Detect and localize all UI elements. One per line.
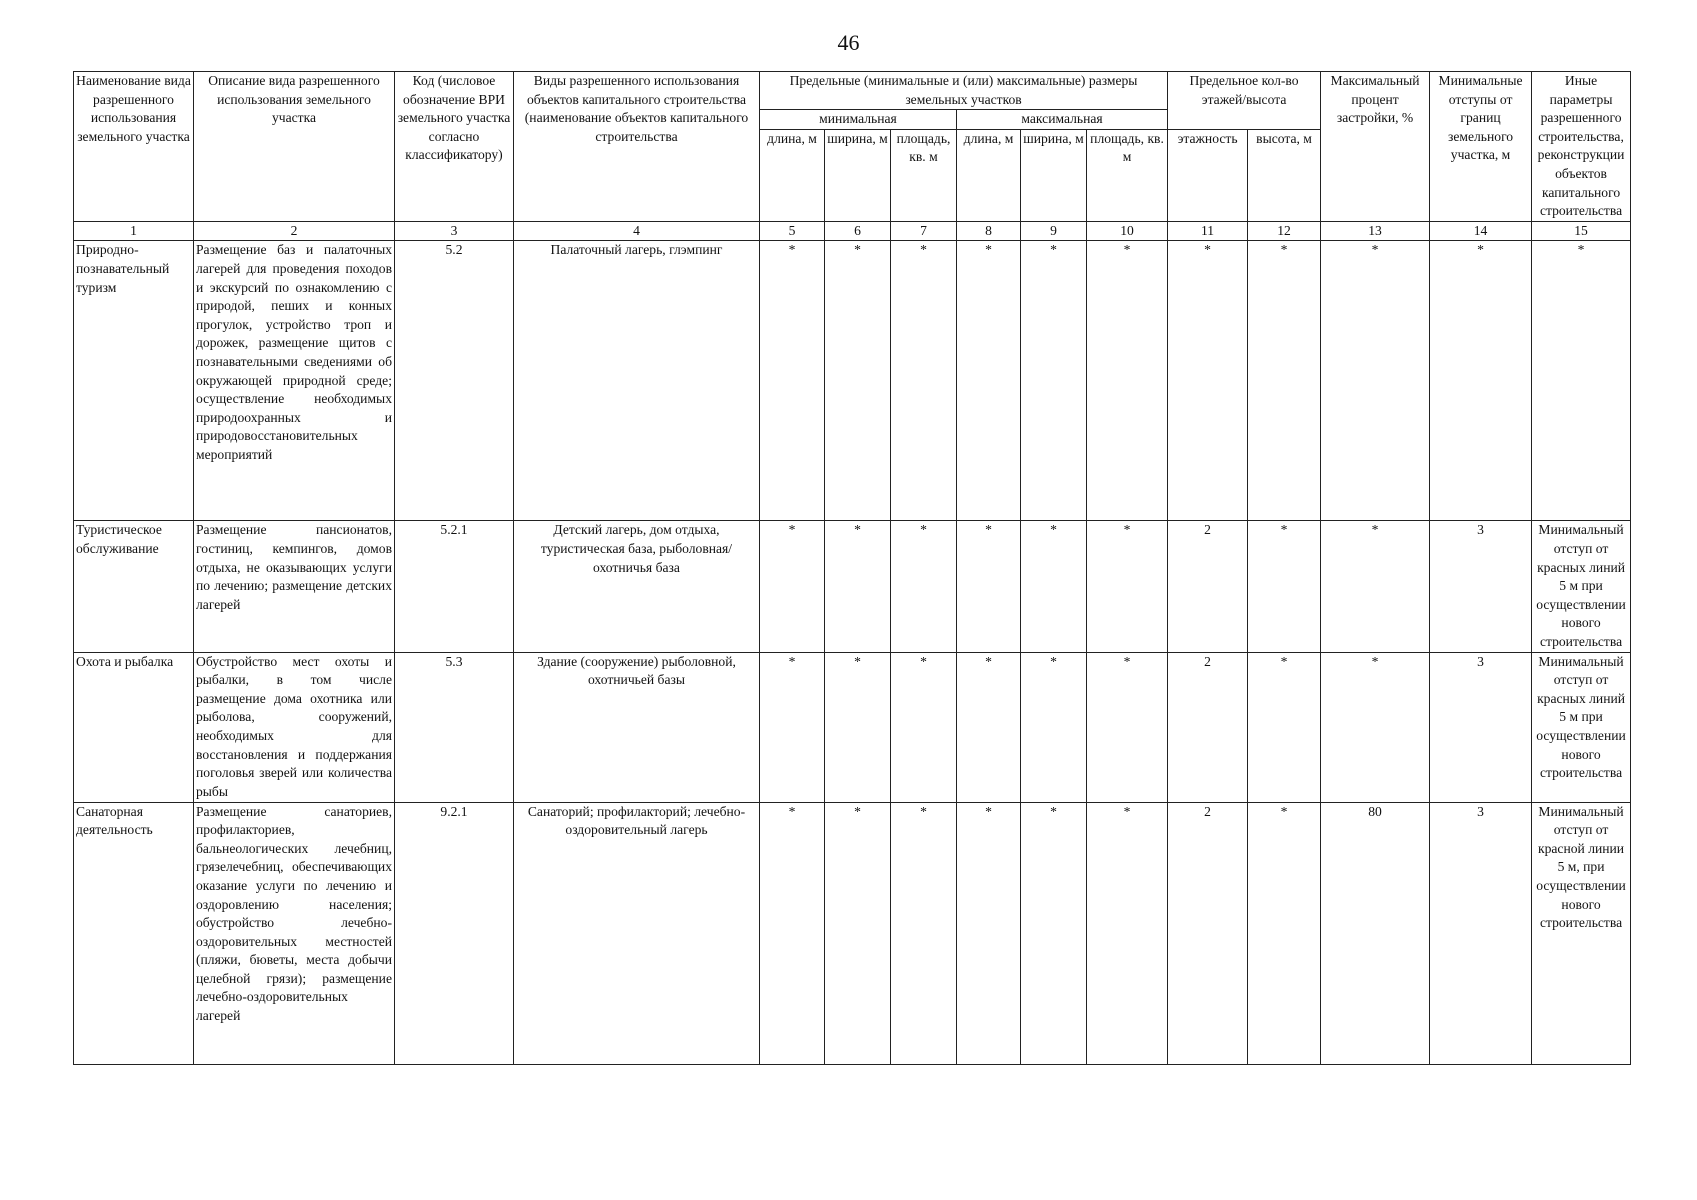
use-code: 9.2.1 xyxy=(395,802,514,1064)
header-floors-group: Предельное кол-во этажей/высота xyxy=(1168,72,1321,130)
header-max-width: ширина, м xyxy=(1021,129,1087,221)
max-width-value: * xyxy=(1021,521,1087,652)
table-row xyxy=(74,652,1631,802)
max-length-value: * xyxy=(957,521,1021,652)
header-plot-limits: Предельные (минимальные и (или) максимальные) размеры земельных участков xyxy=(760,72,1168,110)
other-params-value: Минимальный отступ от красной линии 5 м, при осуществлении нового строительства xyxy=(1532,802,1631,1064)
max-width-value: * xyxy=(1021,652,1087,802)
column-number: 15 xyxy=(1532,221,1631,241)
max-width-value: * xyxy=(1021,802,1087,1064)
header-name: Наименование вида разрешенного использования земельного участка xyxy=(74,72,194,222)
setback-value: 3 xyxy=(1430,521,1532,652)
table-header xyxy=(74,72,1631,241)
height-value: * xyxy=(1248,521,1321,652)
floors-value: 2 xyxy=(1168,521,1248,652)
use-description: Размещение пансионатов, гостиниц, кемпингов, домов отдыха, не оказывающих услуги по лечению; размещение детских лагерей xyxy=(194,521,395,652)
use-code: 5.2.1 xyxy=(395,521,514,652)
column-number: 11 xyxy=(1168,221,1248,241)
column-numbers-row xyxy=(74,221,1631,241)
min-length-value: * xyxy=(760,652,825,802)
column-number: 14 xyxy=(1430,221,1532,241)
use-name: Санаторная деятельность xyxy=(74,802,194,1064)
min-width-value: * xyxy=(825,521,891,652)
max-area-value: * xyxy=(1087,652,1168,802)
min-length-value: * xyxy=(760,241,825,521)
construction-kinds: Здание (сооружение) рыболовной, охотничьей базы xyxy=(514,652,760,802)
max-length-value: * xyxy=(957,241,1021,521)
min-length-value: * xyxy=(760,802,825,1064)
floors-value: 2 xyxy=(1168,802,1248,1064)
height-value: * xyxy=(1248,652,1321,802)
max-width-value: * xyxy=(1021,241,1087,521)
other-params-value: Минимальный отступ от красных линий 5 м при осуществлении нового строительства xyxy=(1532,652,1631,802)
other-params-value: Минимальный отступ от красных линий 5 м при осуществлении нового строительства xyxy=(1532,521,1631,652)
column-number: 4 xyxy=(514,221,760,241)
percent-value: * xyxy=(1321,521,1430,652)
page-number: 46 xyxy=(837,30,860,55)
height-value: * xyxy=(1248,241,1321,521)
header-maximum: максимальная xyxy=(957,110,1168,130)
construction-kinds: Палаточный лагерь, глэмпинг xyxy=(514,241,760,521)
use-name: Природно-познавательный туризм xyxy=(74,241,194,521)
min-width-value: * xyxy=(825,802,891,1064)
percent-value: * xyxy=(1321,241,1430,521)
table-row xyxy=(74,802,1631,1064)
setback-value: 3 xyxy=(1430,652,1532,802)
header-min-setback: Минимальные отступы от границ земельного участка, м xyxy=(1430,72,1532,222)
percent-value: * xyxy=(1321,652,1430,802)
table-body xyxy=(74,241,1631,1064)
column-number: 6 xyxy=(825,221,891,241)
column-number: 8 xyxy=(957,221,1021,241)
header-min-area: площадь, кв. м xyxy=(891,129,957,221)
max-length-value: * xyxy=(957,652,1021,802)
regulations-table xyxy=(73,71,1631,1065)
column-number: 12 xyxy=(1248,221,1321,241)
column-number: 13 xyxy=(1321,221,1430,241)
table-row xyxy=(74,521,1631,652)
column-number: 3 xyxy=(395,221,514,241)
max-area-value: * xyxy=(1087,802,1168,1064)
header-code: Код (числовое обозначение ВРИ земельного участка согласно классификатору) xyxy=(395,72,514,222)
column-number: 10 xyxy=(1087,221,1168,241)
min-width-value: * xyxy=(825,241,891,521)
use-code: 5.2 xyxy=(395,241,514,521)
setback-value: 3 xyxy=(1430,802,1532,1064)
header-max-area: площадь, кв. м xyxy=(1087,129,1168,221)
use-description: Размещение санаториев, профилакториев, бальнеологических лечебниц, грязелечебниц, обеспечивающих оказание услуги по лечению и оздоровлению населения; обустройство лечебно-оздоровительных местностей (пляжи, бюветы, места добычи целебной грязи); размещение лечебно-оздоровительных лагерей xyxy=(194,802,395,1064)
column-number: 2 xyxy=(194,221,395,241)
header-other-params: Иные параметры разрешенного строительства, реконструкции объектов капитального строительства xyxy=(1532,72,1631,222)
column-number: 1 xyxy=(74,221,194,241)
max-area-value: * xyxy=(1087,521,1168,652)
column-number: 9 xyxy=(1021,221,1087,241)
use-description: Обустройство мест охоты и рыбалки, в том числе размещение дома охотника или рыболова, сооружений, необходимых для восстановления и поддержания поголовья зверей или количества рыбы xyxy=(194,652,395,802)
header-kinds: Виды разрешенного использования объектов капитального строительства (наименование объектов капитального строительства xyxy=(514,72,760,222)
header-floors: этажность xyxy=(1168,129,1248,221)
header-min-width: ширина, м xyxy=(825,129,891,221)
percent-value: 80 xyxy=(1321,802,1430,1064)
other-params-value: * xyxy=(1532,241,1631,521)
column-number: 7 xyxy=(891,221,957,241)
header-min-length: длина, м xyxy=(760,129,825,221)
table-row xyxy=(74,241,1631,521)
floors-value: * xyxy=(1168,241,1248,521)
setback-value: * xyxy=(1430,241,1532,521)
column-number: 5 xyxy=(760,221,825,241)
header-description: Описание вида разрешенного использования земельного участка xyxy=(194,72,395,222)
max-length-value: * xyxy=(957,802,1021,1064)
use-name: Охота и рыбалка xyxy=(74,652,194,802)
header-minimum: минимальная xyxy=(760,110,957,130)
min-area-value: * xyxy=(891,802,957,1064)
use-code: 5.3 xyxy=(395,652,514,802)
height-value: * xyxy=(1248,802,1321,1064)
floors-value: 2 xyxy=(1168,652,1248,802)
min-area-value: * xyxy=(891,652,957,802)
header-max-length: длина, м xyxy=(957,129,1021,221)
min-area-value: * xyxy=(891,521,957,652)
min-length-value: * xyxy=(760,521,825,652)
use-name: Туристическое обслуживание xyxy=(74,521,194,652)
use-description: Размещение баз и палаточных лагерей для проведения походов и экскурсий по ознакомлению с природой, пеших и конных прогулок, устройство троп и дорожек, размещение щитов с познавательными сведениями об окружающей природной среде; осуществление необходимых природоохранных и природовосстановительных мероприятий xyxy=(194,241,395,521)
header-height: высота, м xyxy=(1248,129,1321,221)
max-area-value: * xyxy=(1087,241,1168,521)
min-area-value: * xyxy=(891,241,957,521)
min-width-value: * xyxy=(825,652,891,802)
header-max-percent: Максимальный процент застройки, % xyxy=(1321,72,1430,222)
construction-kinds: Детский лагерь, дом отдыха, туристическая база, рыболовная/охотничья база xyxy=(514,521,760,652)
construction-kinds: Санаторий; профилакторий; лечебно-оздоровительный лагерь xyxy=(514,802,760,1064)
